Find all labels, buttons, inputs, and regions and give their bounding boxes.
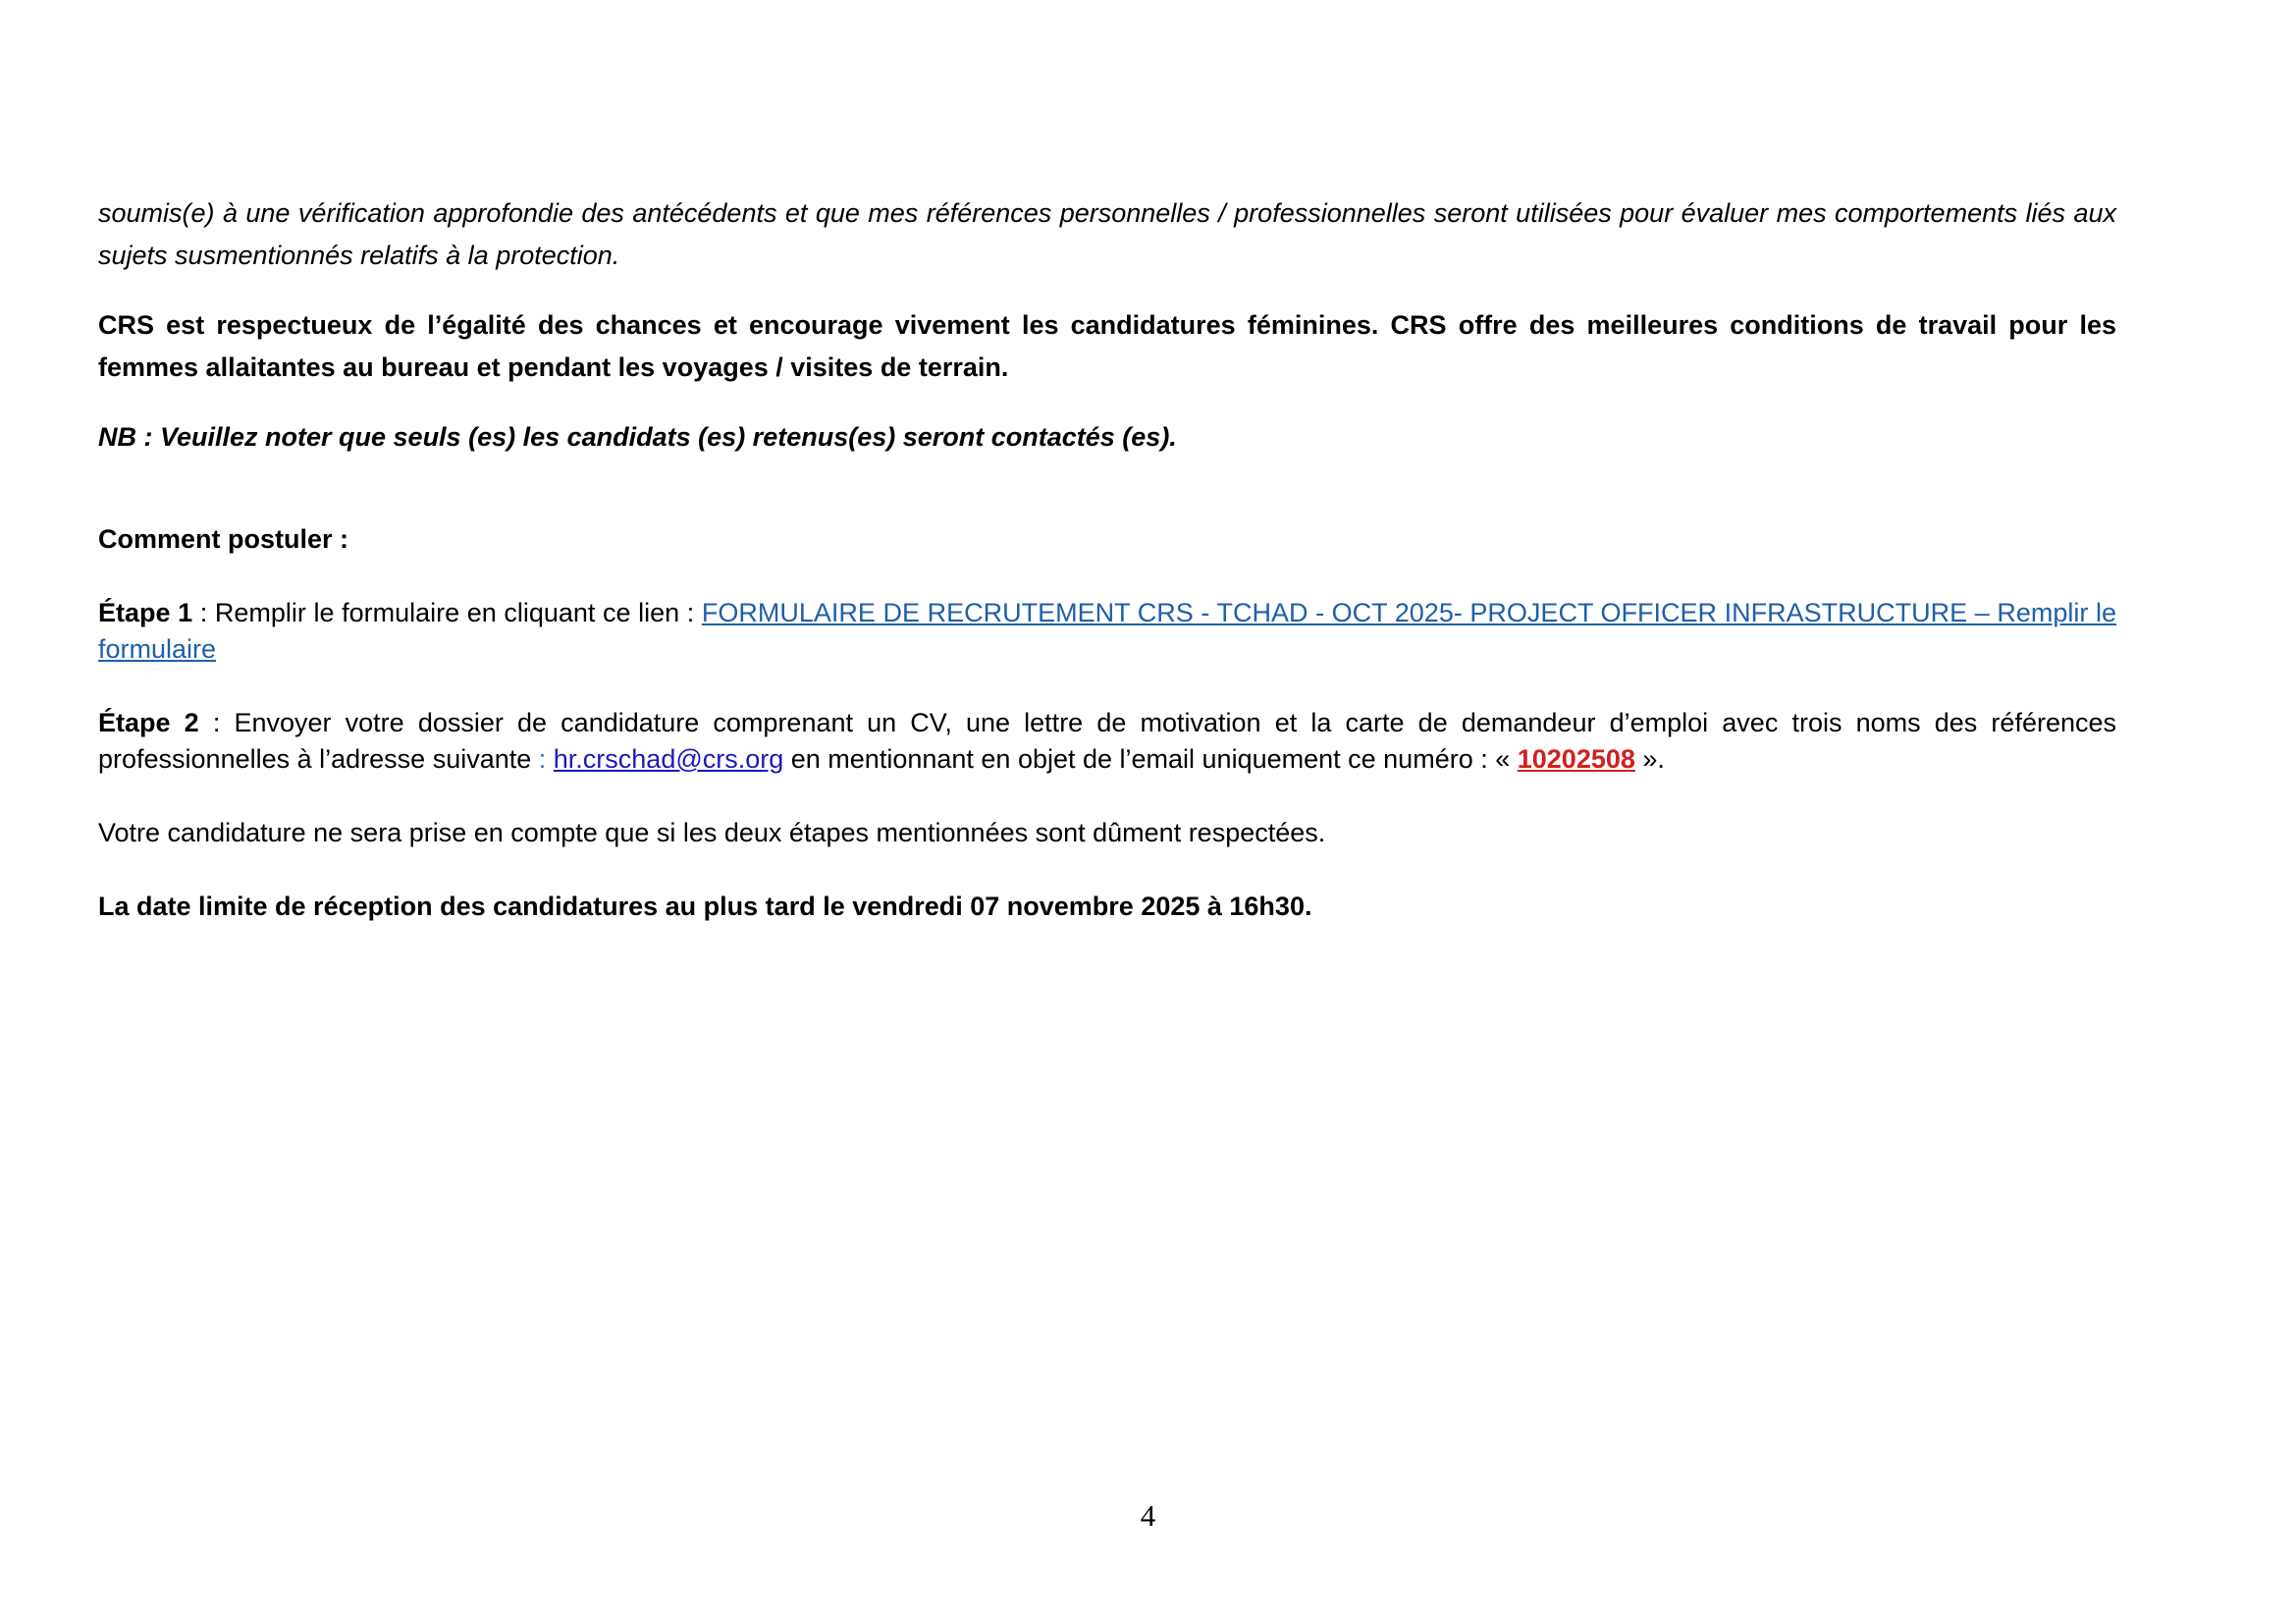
step-2-colon: : — [538, 744, 554, 774]
condition-paragraph: Votre candidature ne sera prise en compte que si les deux étapes mentionnées sont dûment respectées. — [98, 818, 1326, 847]
reference-number: 10202508 — [1517, 744, 1635, 774]
step-1-text: : Remplir le formulaire en cliquant ce lien : — [192, 598, 702, 627]
step-2-label: Étape 2 — [98, 708, 199, 737]
equal-opportunity-paragraph: CRS est respectueux de l’égalité des chances et encourage vivement les candidatures féminines. CRS offre des meilleures conditions de travail pour les femmes allaitantes au bureau et pendant les voyages / visites de terrain. — [98, 310, 2116, 382]
how-to-apply-heading: Comment postuler : — [98, 524, 349, 554]
verification-paragraph: soumis(e) à une vérification approfondie des antécédents et que mes références personnelles / professionnelles seront utilisées pour évaluer mes comportements liés aux sujets susmentionnés relatifs à la protection. — [98, 198, 2116, 270]
step-2-text-after: ». — [1634, 744, 1665, 774]
deadline-paragraph: La date limite de réception des candidatures au plus tard le vendredi 07 novembre 2025 à 16h30. — [98, 892, 1312, 921]
recruitment-form-link[interactable]: FORMULAIRE DE RECRUTEMENT CRS - TCHAD - OCT 2025- PROJECT OFFICER INFRASTRUCTURE – Remplir le formulaire — [98, 598, 2116, 664]
hr-email-link[interactable]: hr.crschad@crs.org — [553, 744, 784, 774]
step-2-text-before: : Envoyer votre dossier de candidature comprenant un CV, une lettre de motivation et la carte de demandeur d’emploi avec trois noms des références professionnelles à l’adresse suivante — [98, 708, 2117, 774]
nb-note: NB : Veuillez noter que seuls (es) les candidats (es) retenus(es) seront contactés (es). — [98, 422, 1177, 452]
step-2-text-middle: en mentionnant en objet de l’email uniquement ce numéro : « — [783, 744, 1518, 774]
page-content — [98, 192, 2116, 925]
step-1-label: Étape 1 — [98, 598, 193, 627]
page-number: 4 — [1140, 1498, 1156, 1533]
step-2-paragraph — [98, 705, 2116, 778]
step-1-paragraph — [98, 595, 2116, 668]
